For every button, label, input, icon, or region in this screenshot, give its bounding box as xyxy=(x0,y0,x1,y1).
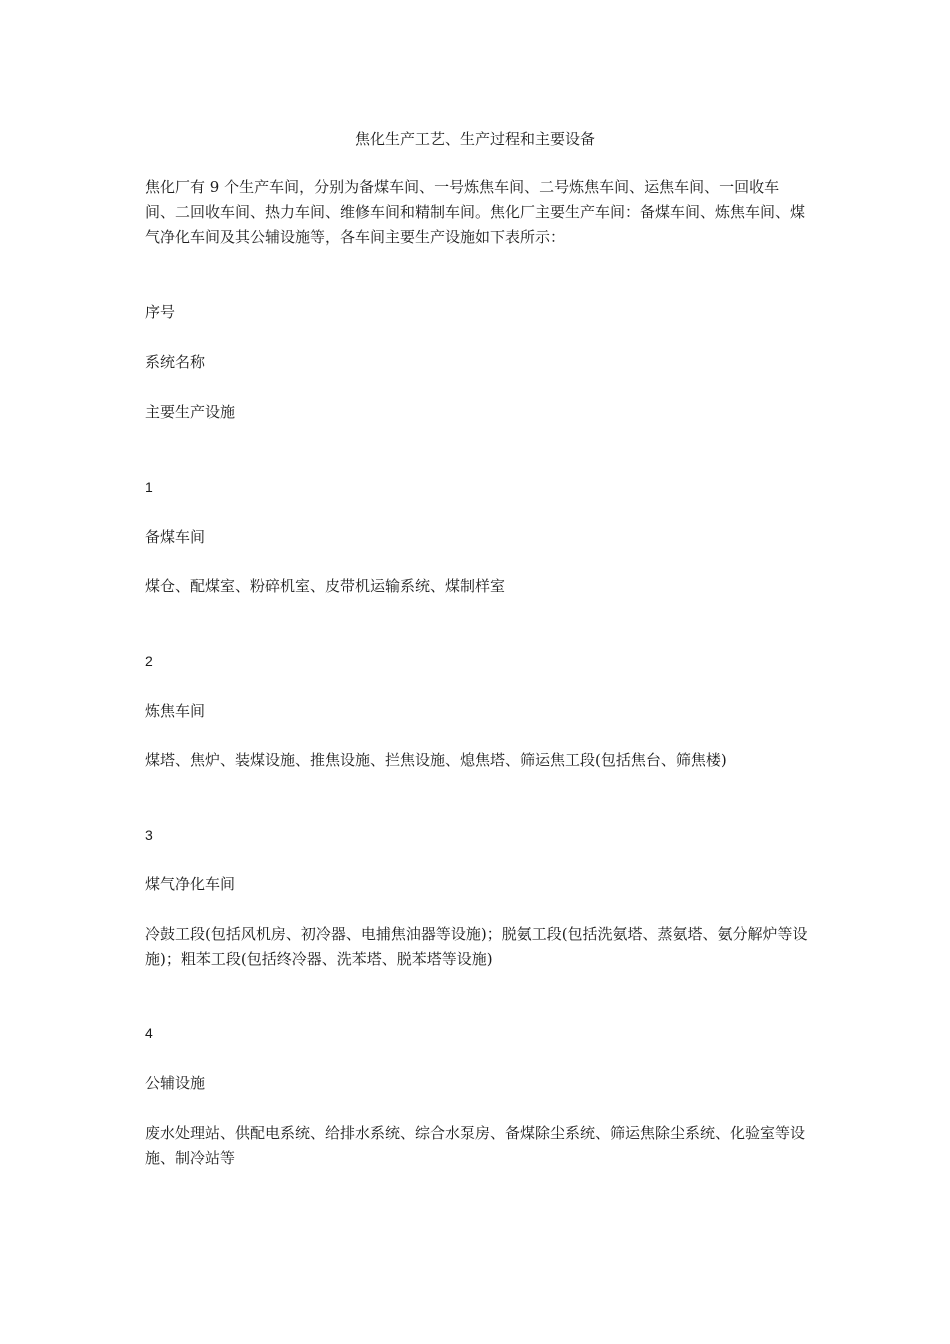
table-row-1-number: 1 xyxy=(145,479,153,495)
table-row-1-name: 备煤车间 xyxy=(145,528,206,546)
table-row-3-name: 煤气净化车间 xyxy=(145,875,236,893)
table-row-2-name: 炼焦车间 xyxy=(145,702,206,720)
table-row-1-facilities: 煤仓、配煤室、粉碎机室、皮带机运输系统、煤制样室 xyxy=(145,577,506,595)
table-row-3-number: 3 xyxy=(145,827,153,843)
table-row-4-number: 4 xyxy=(145,1025,153,1041)
table-header-system-name: 系统名称 xyxy=(145,353,206,371)
table-row-4-facilities: 废水处理站、供配电系统、给排水系统、综合水泵房、备煤除尘系统、筛运焦除尘系统、化验室等设施、制冷站等 xyxy=(145,1124,806,1167)
intro-paragraph: 焦化厂有 9 个生产车间，分别为备煤车间、一号炼焦车间、二号炼焦车间、运焦车间、一回收车间、二回收车间、热力车间、维修车间和精制车间。焦化厂主要生产车间：备煤车间、炼焦车间、煤气净化车间及其公辅设施等，各车间主要生产设施如下表所示： xyxy=(145,178,806,246)
table-header-facilities: 主要生产设施 xyxy=(145,403,236,421)
table-row-2-number: 2 xyxy=(145,653,153,669)
table-row-2-facilities: 煤塔、焦炉、装煤设施、推焦设施、拦焦设施、熄焦塔、筛运焦工段(包括焦台、筛焦楼) xyxy=(145,751,727,769)
table-row-3-facilities: 冷鼓工段(包括风机房、初冷器、电捕焦油器等设施)；脱氨工段(包括洗氨塔、蒸氨塔、氨分解炉等设施)；粗苯工段(包括终冷器、洗苯塔、脱苯塔等设施) xyxy=(145,925,808,968)
document-title: 焦化生产工艺、生产过程和主要设备 xyxy=(354,130,595,148)
table-row-4-name: 公辅设施 xyxy=(145,1074,206,1092)
table-header-number: 序号 xyxy=(145,303,176,321)
